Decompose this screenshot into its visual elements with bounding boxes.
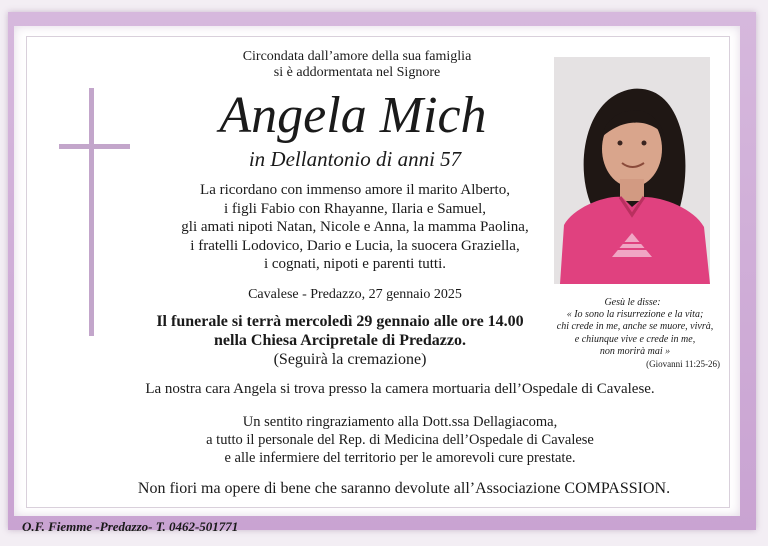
- funeral-line: Il funerale si terrà mercoledì 29 gennaio alle ore 14.00: [156, 313, 524, 330]
- quote-line: e chiunque vive e crede in me,: [574, 333, 696, 345]
- mourners-line: i fratelli Lodovico, Dario e Lucia, la suocera Graziella,: [190, 237, 520, 254]
- portrait-photo: [554, 57, 710, 284]
- mourners-line: i figli Fabio con Rhayanne, Ilaria e Samuel,: [223, 200, 486, 217]
- bible-quote: [535, 309, 735, 359]
- intro-line: Circondata dall’amore della sua famiglia: [242, 49, 472, 64]
- quote-line: « Io sono la risurrezione e la vita;: [566, 309, 704, 320]
- quote-reference: (Giovanni 11:25-26): [646, 359, 720, 369]
- quote-line: non morirà mai »: [599, 346, 671, 358]
- intro-line: si è addormentata nel Signore: [273, 65, 441, 80]
- funeral-home-footer: O.F. Fiemme -Predazzo- T. 0462-501771: [22, 519, 239, 534]
- deceased-name: Angela Mich: [219, 87, 487, 144]
- portrait-illustration: [554, 57, 710, 284]
- quote-heading: Gesù le disse:: [604, 297, 661, 308]
- deceased-subname: in Dellantonio di anni 57: [248, 147, 462, 171]
- intro-text: [192, 49, 522, 81]
- cremation-note: (Seguirà la cremazione): [273, 351, 427, 368]
- thanks-line: e alle infermiere del territorio per le amorevoli cure prestate.: [224, 450, 576, 466]
- thanks-line: Un sentito ringraziamento alla Dott.ssa Dellagiacoma,: [242, 414, 558, 430]
- mortuary-info: La nostra cara Angela si trova presso la camera mortuaria dell’Ospedale di Cavalese.: [145, 381, 655, 397]
- cross-icon-bar: [59, 144, 130, 149]
- thanks-line: a tutto il personale del Rep. di Medicina dell’Ospedale di Cavalese: [206, 432, 594, 448]
- mourners-list: [180, 181, 530, 274]
- thanks-text: [150, 413, 650, 467]
- quote-line: chi crede in me, anche se muore, vivrà,: [556, 321, 714, 333]
- donation-note: Non fiori ma opere di bene che saranno devolute all’Associazione COMPASSION.: [137, 480, 671, 497]
- cross-icon: [89, 88, 94, 336]
- place-date: Cavalese - Predazzo, 27 gennaio 2025: [248, 287, 462, 302]
- mourners-line: gli amati nipoti Natan, Nicole e Anna, la mamma Paolina,: [181, 219, 529, 236]
- mourners-line: La ricordano con immenso amore il marito Alberto,: [200, 182, 510, 198]
- mourners-line: i cognati, nipoti e parenti tutti.: [263, 256, 447, 273]
- funeral-info: [140, 312, 540, 350]
- funeral-line: nella Chiesa Arcipretale di Predazzo.: [214, 332, 466, 349]
